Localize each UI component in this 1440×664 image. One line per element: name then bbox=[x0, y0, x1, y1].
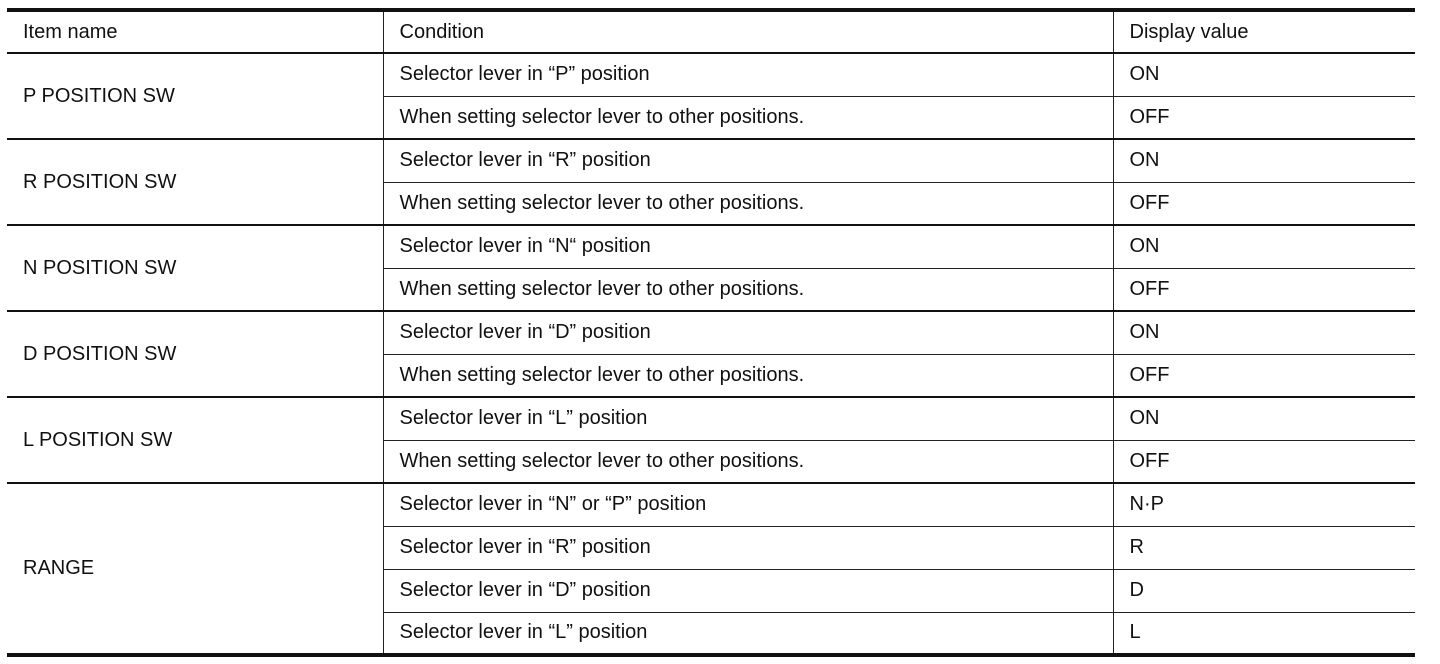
display-value-cell: N·P bbox=[1113, 483, 1415, 526]
header-item-name: Item name bbox=[7, 10, 383, 53]
table-row bbox=[7, 397, 1415, 440]
condition-cell: Selector lever in “N” or “P” position bbox=[383, 483, 1113, 526]
header-display-value: Display value bbox=[1113, 10, 1415, 53]
condition-cell: Selector lever in “D” position bbox=[383, 311, 1113, 354]
item-name-cell: P POSITION SW bbox=[7, 53, 383, 139]
item-name-cell: RANGE bbox=[7, 483, 383, 655]
display-value-cell: OFF bbox=[1113, 182, 1415, 225]
display-value-cell: OFF bbox=[1113, 268, 1415, 311]
table-row bbox=[7, 139, 1415, 182]
data-monitor-table bbox=[7, 8, 1415, 657]
display-value-cell: ON bbox=[1113, 53, 1415, 96]
condition-cell: Selector lever in “R” position bbox=[383, 526, 1113, 569]
condition-cell: Selector lever in “N“ position bbox=[383, 225, 1113, 268]
condition-cell: When setting selector lever to other positions. bbox=[383, 440, 1113, 483]
condition-cell: Selector lever in “P” position bbox=[383, 53, 1113, 96]
condition-cell: Selector lever in “L” position bbox=[383, 397, 1113, 440]
condition-cell: Selector lever in “D” position bbox=[383, 569, 1113, 612]
display-value-cell: OFF bbox=[1113, 440, 1415, 483]
display-value-cell: R bbox=[1113, 526, 1415, 569]
item-name-cell: D POSITION SW bbox=[7, 311, 383, 397]
display-value-cell: ON bbox=[1113, 397, 1415, 440]
item-name-cell: R POSITION SW bbox=[7, 139, 383, 225]
display-value-cell: D bbox=[1113, 569, 1415, 612]
item-name-cell: L POSITION SW bbox=[7, 397, 383, 483]
display-value-cell: ON bbox=[1113, 311, 1415, 354]
data-monitor-table-container bbox=[7, 8, 1415, 657]
display-value-cell: OFF bbox=[1113, 354, 1415, 397]
display-value-cell: L bbox=[1113, 612, 1415, 655]
condition-cell: Selector lever in “R” position bbox=[383, 139, 1113, 182]
header-row bbox=[7, 10, 1415, 53]
condition-cell: Selector lever in “L” position bbox=[383, 612, 1113, 655]
condition-cell: When setting selector lever to other positions. bbox=[383, 354, 1113, 397]
display-value-cell: ON bbox=[1113, 225, 1415, 268]
header-condition: Condition bbox=[383, 10, 1113, 53]
item-name-cell: N POSITION SW bbox=[7, 225, 383, 311]
condition-cell: When setting selector lever to other positions. bbox=[383, 96, 1113, 139]
condition-cell: When setting selector lever to other positions. bbox=[383, 268, 1113, 311]
table-row bbox=[7, 311, 1415, 354]
display-value-cell: ON bbox=[1113, 139, 1415, 182]
table-row bbox=[7, 483, 1415, 526]
table-row bbox=[7, 225, 1415, 268]
condition-cell: When setting selector lever to other positions. bbox=[383, 182, 1113, 225]
display-value-cell: OFF bbox=[1113, 96, 1415, 139]
table-row bbox=[7, 53, 1415, 96]
